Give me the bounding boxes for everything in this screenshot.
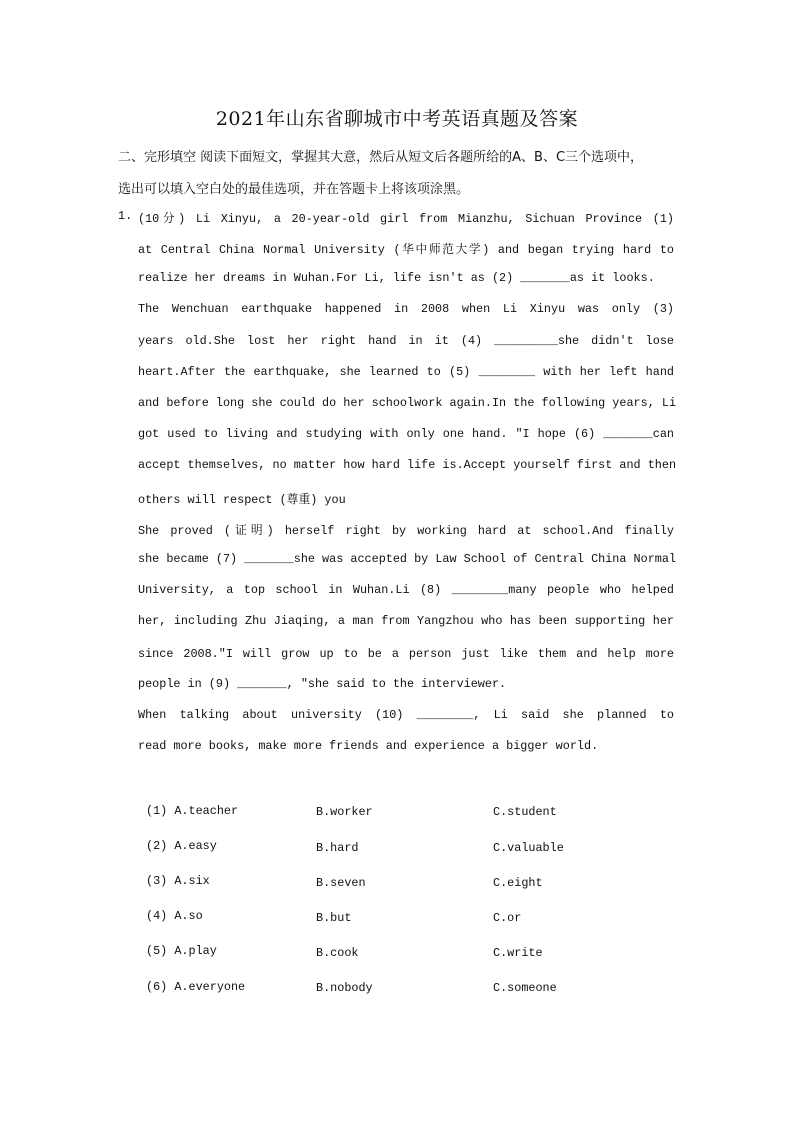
option-c: C.student	[493, 805, 557, 819]
option-a: (3) A.six	[146, 874, 210, 888]
passage-line: she became (7) _______she was accepted by Law School of Central China Normal	[138, 552, 677, 566]
passage-line: her, including Zhu Jiaqing, a man from Yangzhou who has been supporting her	[138, 614, 674, 628]
option-b: B.hard	[316, 841, 359, 855]
section-instruction-line-1: 二、完形填空 阅读下面短文，掌握其大意，然后从短文后各题所给的A、B、C三个选项中，	[118, 150, 644, 165]
option-c: C.or	[493, 911, 522, 925]
option-c: C.write	[493, 946, 543, 960]
passage-line: others will respect (尊重) you	[138, 493, 346, 507]
option-c: C.valuable	[493, 841, 564, 855]
option-b: B.cook	[316, 946, 359, 960]
passage-line: years old.She lost her right hand in it (4) _________she didn't lose	[138, 334, 674, 348]
passage-line: since 2008."I will grow up to be a person just like them and help more	[138, 647, 674, 661]
option-c: C.someone	[493, 981, 557, 995]
section-instruction-line-2: 选出可以填入空白处的最佳选项，并在答题卡上将该项涂黑。	[118, 182, 470, 197]
option-c: C.eight	[493, 876, 543, 890]
passage-line: got used to living and studying with only one hand. "I hope (6) _______can	[138, 427, 674, 441]
passage-line: realize her dreams in Wuhan.For Li, life isn't as (2) _______as it looks.	[138, 271, 655, 285]
page-title: 2021年山东省聊城市中考英语真题及答案	[215, 108, 579, 130]
passage-line: The Wenchuan earthquake happened in 2008 when Li Xinyu was only (3)	[138, 302, 674, 316]
passage-line: people in (9) _______, "she said to the interviewer.	[138, 677, 507, 691]
option-a: (5) A.play	[146, 944, 217, 958]
option-b: B.but	[316, 911, 352, 925]
passage-line: (10分) Li Xinyu, a 20-year-old girl from Mianzhu, Sichuan Province (1)	[138, 212, 674, 226]
question-number: 1.	[118, 209, 133, 223]
passage-line: When talking about university (10) ________, Li said she planned to	[138, 708, 674, 722]
passage-line: at Central China Normal University (华中师范大学) and began trying hard to	[138, 243, 674, 257]
option-a: (1) A.teacher	[146, 804, 239, 818]
passage-line: read more books, make more friends and experience a bigger world.	[138, 739, 599, 753]
passage-line: accept themselves, no matter how hard life is.Accept yourself first and then	[138, 458, 677, 472]
option-a: (4) A.so	[146, 909, 203, 923]
option-a: (2) A.easy	[146, 839, 217, 853]
passage-line: and before long she could do her schoolwork again.In the following years, Li	[138, 396, 677, 410]
option-a: (6) A.everyone	[146, 980, 246, 994]
option-b: B.seven	[316, 876, 366, 890]
passage-line: University, a top school in Wuhan.Li (8) ________many people who helped	[138, 583, 674, 597]
option-b: B.worker	[316, 805, 373, 819]
passage-line: She proved (证明) herself right by working hard at school.And finally	[138, 524, 674, 538]
option-b: B.nobody	[316, 981, 373, 995]
passage-line: heart.After the earthquake, she learned to (5) ________ with her left hand	[138, 365, 674, 379]
